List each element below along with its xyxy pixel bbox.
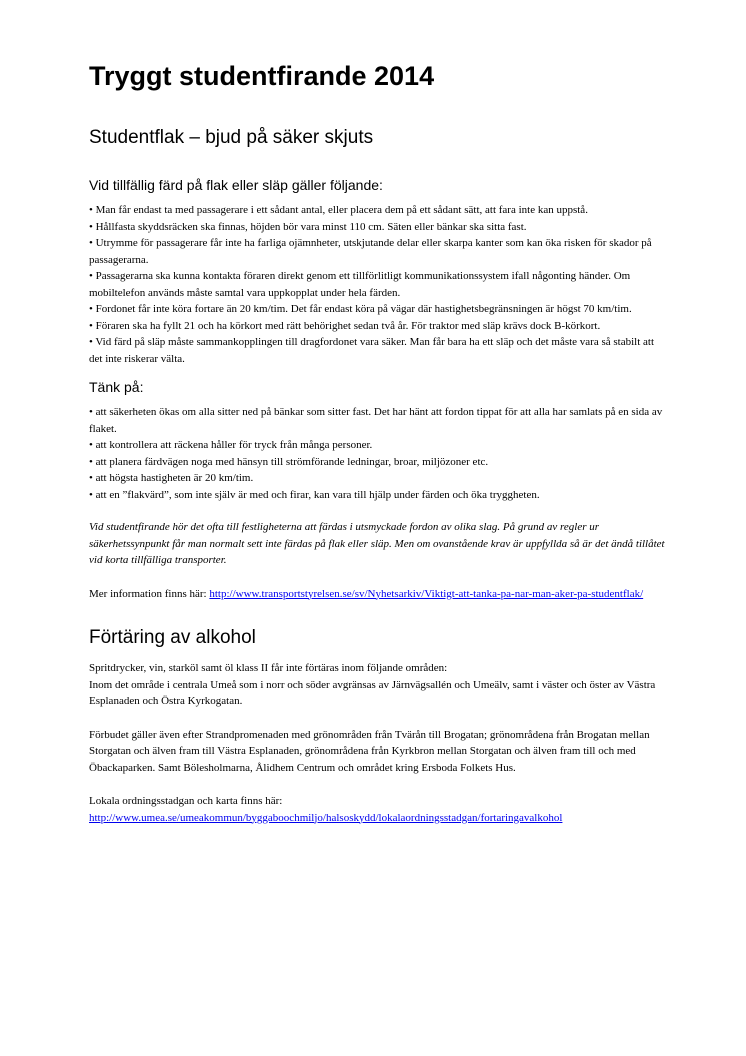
italic-note: Vid studentfirande hör det ofta till festligheterna att färdas i utsmyckade fordon av olika slag. På grund av regler ur säkerhetssynpunkt får man normalt sett inte färdas på flak eller släp. Men om ovanstående krav är uppfyllda så är det ändå tillåtet vid korta tillfälliga transporter. xyxy=(89,521,665,566)
rule-item: • Man får endast ta med passagerare i ett sådant antal, eller placera dem på ett sådant sätt, att fara inte kan uppstå. xyxy=(89,204,588,216)
subheading-think: Tänk på: xyxy=(89,379,144,395)
rules-list xyxy=(89,202,669,367)
document-title: Tryggt studentfirande 2014 xyxy=(89,61,435,91)
alcohol-line-2: Inom det område i centrala Umeå som i norr och söder avgränsas av Järnvägsallén och Umeälv, samt i väster och öster av Västra Esplanaden och Östra Kyrkogatan. xyxy=(89,678,656,707)
rule-item: • Hållfasta skyddsräcken ska finnas, höjden bör vara minst 110 cm. Säten eller bänkar ska sitta fast. xyxy=(89,220,527,233)
alcohol-paragraph-2: Förbudet gäller även efter Strandpromenaden med grönområden från Tvärån till Brogatan; grönområdena från Brogatan mellan Storgatan och älven fram till Västra Esplanaden, grönområdena från Kyrkbron mellan Storgatan och älven fram till och med Öbackaparken. Samt Bölesholmarna, Ålidhem Centrum och området kring Ersboda Folkets Hus. xyxy=(89,728,650,774)
ordningsstadga-label: Lokala ordningsstadgan och karta finns här: xyxy=(89,795,283,807)
document-page xyxy=(89,58,669,826)
alcohol-line-1: Spritdrycker, vin, starköl samt öl klass II får inte förtäras inom följande områden: xyxy=(89,662,448,674)
rule-item: • Utrymme för passagerare får inte ha farliga ojämnheter, utskjutande delar eller skarpa kanter som kan öka risken för skador på passagerarna. xyxy=(89,237,652,266)
think-item: • att kontrollera att räckena håller för tryck från många personer. xyxy=(89,439,373,451)
think-item: • att högsta hastigheten är 20 km/tim. xyxy=(89,472,254,484)
section-heading-alkohol: Förtäring av alkohol xyxy=(89,627,256,648)
more-info-paragraph xyxy=(89,586,669,603)
transportstyrelsen-link[interactable]: http://www.transportstyrelsen.se/sv/Nyhetsarkiv/Viktigt-att-tanka-pa-nar-man-aker-pa-studentflak/ xyxy=(209,587,644,600)
rule-item: • Fordonet får inte köra fortare än 20 km/tim. Det får endast köra på vägar där hastighetsbegränsningen är högst 70 km/tim. xyxy=(89,303,632,315)
think-item: • att planera färdvägen noga med hänsyn till strömförande ledningar, broar, miljözoner etc. xyxy=(89,455,489,468)
rule-item: • Föraren ska ha fyllt 21 och ha körkort med rätt behörighet sedan två år. För traktor med släp krävs dock B-körkort. xyxy=(89,319,601,332)
umea-link[interactable]: http://www.umea.se/umeakommun/byggaboochmiljo/halsoskydd/lokalaordningsstadgan/fortaringavalkohol xyxy=(89,811,563,824)
section-heading-studentflak: Studentflak – bjud på säker skjuts xyxy=(89,127,374,148)
think-list xyxy=(89,404,669,503)
think-item: • att en ”flakvärd”, som inte själv är med och firar, kan vara till hjälp under färden och öka tryggheten. xyxy=(89,488,540,501)
alcohol-paragraph-3 xyxy=(89,793,669,826)
more-info-label: Mer information finns här: xyxy=(89,587,210,600)
subheading-rules: Vid tillfällig färd på flak eller släp gäller följande: xyxy=(89,177,383,193)
think-item: • att säkerheten ökas om alla sitter ned på bänkar som sitter fast. Det har hänt att fordon tippat för att alla har samlats på en sida av flaket. xyxy=(89,406,663,435)
rule-item: • Passagerarna ska kunna kontakta föraren direkt genom ett tillförlitligt kommunikationssystem ifall någonting händer. Om mobiltelefon används måste samtal vara uppkopplat under hela färden. xyxy=(89,270,631,299)
alcohol-paragraph-1 xyxy=(89,660,669,710)
rule-item: • Vid färd på släp måste sammankopplingen till dragfordonet vara säker. Man får bara ha ett släp och det måste vara så stabilt att det inte riskerar välta. xyxy=(89,336,655,365)
